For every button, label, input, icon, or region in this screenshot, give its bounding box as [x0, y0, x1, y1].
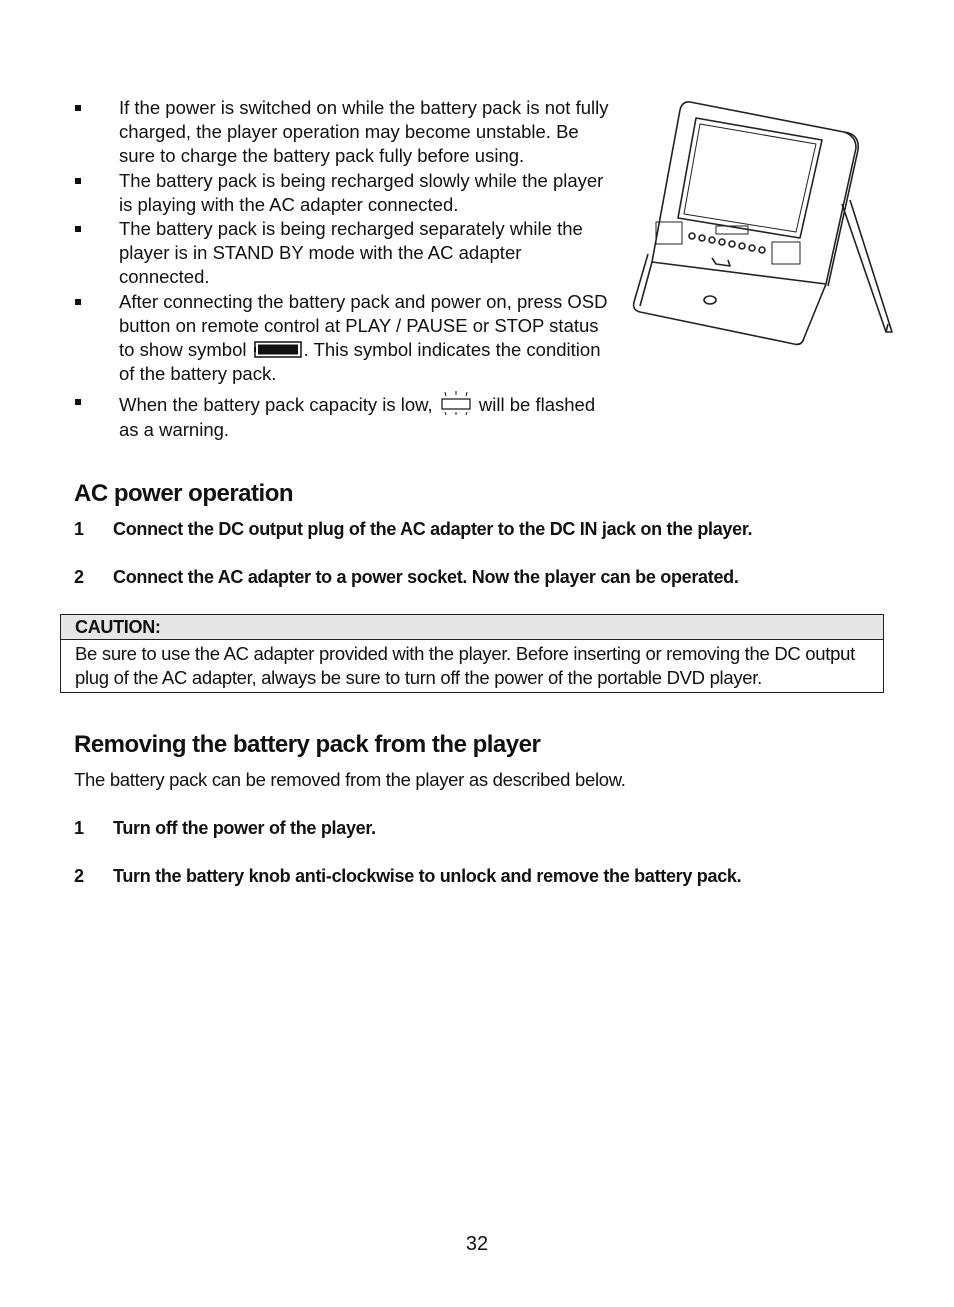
page-number: 32	[465, 1233, 489, 1255]
bullet-text: The battery pack is being recharged slowly while the player is playing with the AC adapter connected.	[119, 169, 604, 215]
step-number: 2	[74, 567, 84, 587]
step-number: 1	[74, 818, 84, 838]
bullet-square-icon	[75, 226, 81, 232]
remove-step-2	[74, 866, 741, 887]
bullet-square-icon	[75, 105, 81, 111]
bullet-text: will be flashed as a warning.	[119, 394, 596, 440]
remove-step-1	[74, 818, 376, 839]
ac-step-1	[74, 519, 752, 540]
list-item	[74, 169, 614, 217]
list-item	[74, 217, 614, 290]
remove-battery-intro: The battery pack can be removed from the player as described below.	[74, 769, 626, 790]
list-item	[74, 96, 614, 169]
bullet-square-icon	[75, 178, 81, 184]
battery-notes-list	[74, 96, 614, 442]
step-number: 2	[74, 866, 84, 886]
list-item	[74, 290, 614, 387]
step-text: Turn the battery knob anti-clockwise to unlock and remove the battery pack.	[113, 866, 742, 886]
bullet-text: After connecting the battery pack and power on, press OSD button on remote control at PLAY / PAUSE or STOP status to show symbol	[119, 290, 608, 361]
portable-dvd-player-illustration	[630, 96, 896, 356]
step-text: Connect the AC adapter to a power socket. Now the player can be operated.	[113, 567, 739, 587]
list-item	[74, 390, 614, 441]
caution-box	[60, 614, 884, 693]
caution-label: CAUTION:	[61, 615, 883, 640]
step-text: Connect the DC output plug of the AC adapter to the DC IN jack on the player.	[113, 519, 753, 539]
bullet-text: If the power is switched on while the battery pack is not fully charged, the player operation may become unstable. Be sure to charge the battery pack fully before using.	[119, 97, 609, 167]
bullet-square-icon	[75, 399, 81, 405]
remove-battery-heading: Removing the battery pack from the player	[74, 731, 541, 758]
battery-full-icon	[254, 341, 302, 358]
bullet-text: . This symbol indicates the condition of the battery pack.	[119, 339, 601, 385]
ac-step-2	[74, 567, 739, 588]
battery-low-icon	[440, 390, 472, 416]
bullet-text: When the battery pack capacity is low,	[119, 394, 433, 416]
bullet-square-icon	[75, 299, 81, 305]
ac-power-heading: AC power operation	[74, 480, 294, 507]
step-text: Turn off the power of the player.	[113, 818, 376, 838]
step-number: 1	[74, 519, 84, 539]
caution-text: Be sure to use the AC adapter provided with the player. Before inserting or removing the DC output plug of the AC adapter, always be sure to turn off the power of the portable DVD player.	[75, 643, 855, 689]
bullet-text: The battery pack is being recharged separately while the player is in STAND BY mode with the AC adapter connected.	[119, 218, 583, 288]
